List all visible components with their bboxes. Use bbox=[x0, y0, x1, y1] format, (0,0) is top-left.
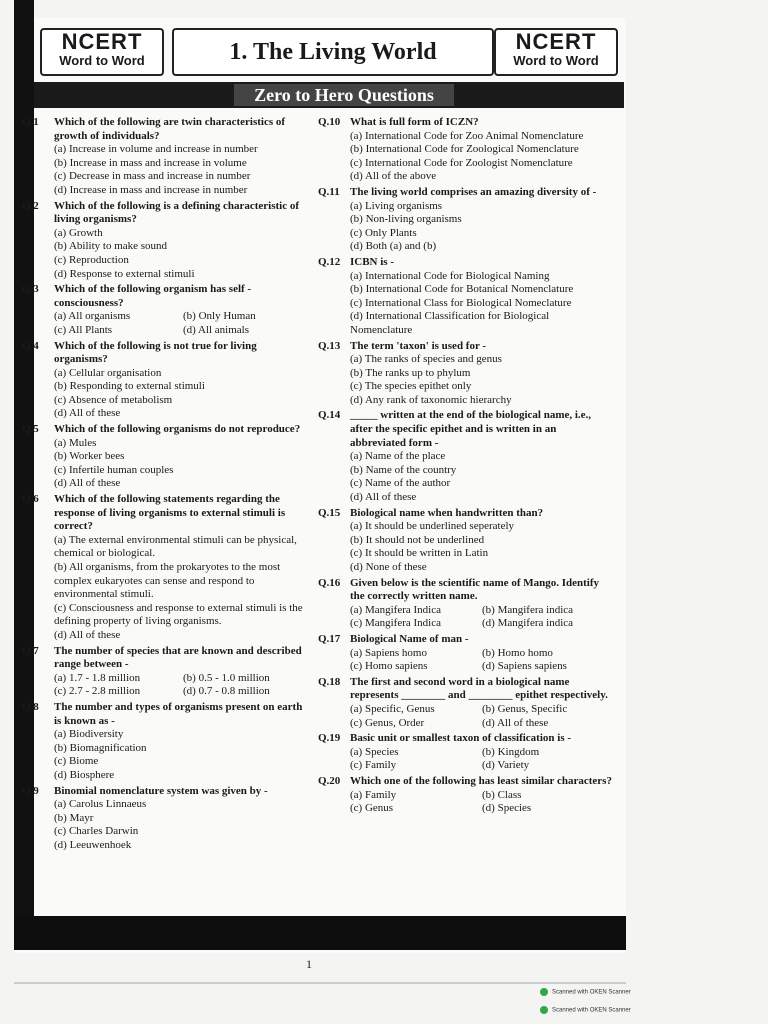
answer-option: (a) Species bbox=[350, 745, 399, 758]
ncert-logo-right bbox=[494, 28, 618, 76]
answer-option: (b) Mayr bbox=[54, 811, 94, 824]
answer-option: (a) Specific, Genus bbox=[350, 702, 435, 715]
answer-option: (b) Responding to external stimuli bbox=[54, 380, 205, 393]
logo-word-to-word-text: Word to Word bbox=[513, 53, 599, 68]
question-body bbox=[350, 633, 614, 674]
answer-option: (a) International Code for Biological Naming bbox=[350, 269, 550, 282]
answer-option: (b) Increase in mass and increase in volume bbox=[54, 156, 247, 169]
answer-option: (a) Mangifera Indica bbox=[350, 603, 442, 616]
answer-option: (d) International Classification for Biological Nomenclature bbox=[350, 310, 550, 336]
answer-option-row bbox=[350, 604, 614, 618]
answer-option: (c) Biome bbox=[54, 755, 99, 768]
question-body bbox=[54, 785, 312, 853]
question-body bbox=[350, 116, 614, 184]
left-question-column bbox=[22, 116, 312, 854]
answer-option: (a) All organisms bbox=[54, 310, 131, 323]
question-body bbox=[350, 676, 614, 730]
answer-option: (b) Genus, Specific bbox=[482, 702, 568, 715]
logo-word-to-word-text: Word to Word bbox=[59, 53, 145, 68]
question-number: Q.11 bbox=[318, 185, 340, 198]
ncert-logo-left bbox=[40, 28, 164, 76]
answer-option: (a) Sapiens homo bbox=[350, 646, 427, 659]
question-item bbox=[318, 340, 614, 408]
answer-option: (b) All organisms, from the prokaryotes to the most complex eukaryotes can sense and respond to environmental stimuli. bbox=[54, 561, 281, 601]
answer-option: (b) Ability to make sound bbox=[54, 240, 168, 253]
question-body bbox=[350, 409, 614, 504]
question-item bbox=[318, 409, 614, 504]
answer-option: (d) Increase in mass and increase in number bbox=[54, 183, 248, 196]
answer-option: (a) Biodiversity bbox=[54, 728, 124, 741]
right-question-column bbox=[318, 116, 614, 818]
answer-option: (d) Biosphere bbox=[54, 768, 115, 781]
question-body bbox=[350, 732, 614, 773]
question-item bbox=[22, 116, 312, 198]
answer-option: (a) International Code for Zoo Animal Nomenclature bbox=[350, 129, 584, 142]
question-body bbox=[350, 577, 614, 631]
answer-option: (c) Homo sapiens bbox=[350, 660, 428, 673]
question-number: Q.16 bbox=[318, 576, 341, 589]
answer-option: (a) The external environmental stimuli can be physical, chemical or biological. bbox=[54, 533, 297, 560]
question-body bbox=[54, 701, 312, 783]
scanner-note-text: Scanned with OKEN Scanner bbox=[552, 1007, 631, 1014]
answer-option: (d) All of the above bbox=[350, 170, 437, 183]
logo-ncert-text: NCERT bbox=[515, 29, 597, 54]
question-text: Which of the following organism has self - consciousness? bbox=[54, 283, 252, 309]
question-text: What is full form of ICZN? bbox=[350, 116, 479, 128]
question-number: Q.1 bbox=[22, 116, 39, 128]
answer-option-row bbox=[54, 685, 312, 699]
answer-option: (c) All Plants bbox=[54, 323, 113, 336]
question-number: Q.3 bbox=[22, 283, 39, 296]
scanner-note-text: Scanned with OKEN Scanner bbox=[552, 989, 631, 996]
question-text: The living world comprises an amazing diversity of - bbox=[350, 185, 597, 198]
answer-option: (d) All of these bbox=[482, 716, 549, 729]
question-item bbox=[318, 633, 614, 674]
scanner-logo-icon bbox=[540, 988, 548, 996]
footer-bar bbox=[14, 916, 626, 950]
answer-option: (b) Name of the country bbox=[350, 463, 457, 476]
answer-option: (b) 0.5 - 1.0 million bbox=[183, 671, 270, 684]
question-item bbox=[318, 116, 614, 184]
answer-option-row bbox=[350, 717, 614, 731]
question-number: Q.20 bbox=[318, 774, 341, 787]
question-number: Q.8 bbox=[22, 700, 39, 713]
question-item bbox=[22, 785, 312, 853]
answer-option: (b) It should not be underlined bbox=[350, 533, 485, 546]
question-body bbox=[54, 340, 312, 422]
answer-option-row bbox=[350, 746, 614, 760]
answer-option: (c) Mangifera Indica bbox=[350, 617, 442, 630]
question-body bbox=[350, 256, 614, 338]
question-item bbox=[318, 186, 614, 254]
question-body bbox=[54, 423, 312, 491]
answer-option-row bbox=[350, 789, 614, 803]
answer-option: (d) Mangifera indica bbox=[482, 617, 574, 630]
question-body bbox=[54, 200, 312, 282]
question-number: Q.10 bbox=[318, 116, 341, 128]
question-item bbox=[318, 256, 614, 338]
question-item bbox=[22, 493, 312, 643]
page-number: 1 bbox=[306, 957, 312, 971]
scanner-logo-icon bbox=[540, 1006, 548, 1014]
answer-option: (c) International Code for Zoologist Nomenclature bbox=[350, 156, 573, 169]
question-number: Q.7 bbox=[22, 644, 39, 657]
answer-option-row bbox=[350, 617, 614, 631]
answer-option: (b) The ranks up to phylum bbox=[350, 366, 471, 379]
question-body bbox=[350, 340, 614, 408]
answer-option: (c) Name of the author bbox=[350, 477, 451, 490]
question-number: Q.13 bbox=[318, 339, 341, 352]
question-number: Q.19 bbox=[318, 732, 341, 745]
answer-option: (b) Class bbox=[482, 788, 522, 801]
answer-option: (d) Leeuwenhoek bbox=[54, 838, 132, 851]
question-body bbox=[350, 775, 614, 816]
answer-option: (c) Only Plants bbox=[350, 226, 417, 239]
answer-option: (a) Increase in volume and increase in number bbox=[54, 143, 258, 156]
answer-option: (d) Any rank of taxonomic hierarchy bbox=[350, 393, 512, 406]
answer-option-row bbox=[350, 703, 614, 717]
scanner-watermark bbox=[540, 988, 631, 996]
question-body bbox=[350, 507, 614, 575]
question-text: Basic unit or smallest taxon of classification is - bbox=[350, 732, 572, 745]
question-item bbox=[318, 775, 614, 816]
answer-option: (c) Reproduction bbox=[54, 253, 129, 266]
question-number: Q.6 bbox=[22, 493, 39, 506]
answer-option: (b) Mangifera indica bbox=[482, 603, 574, 616]
answer-option: (c) Charles Darwin bbox=[54, 825, 139, 838]
answer-option: (a) Living organisms bbox=[350, 199, 443, 212]
question-text: Biological Name of man - bbox=[350, 632, 469, 645]
answer-option-row bbox=[54, 324, 312, 338]
question-item bbox=[318, 732, 614, 773]
question-text: Binomial nomenclature system was given by - bbox=[54, 784, 268, 797]
scanner-watermark bbox=[540, 1006, 631, 1014]
section-title: Zero to Hero Questions bbox=[234, 84, 454, 106]
answer-option-row bbox=[54, 310, 312, 324]
answer-option: (a) It should be underlined seperately bbox=[350, 520, 515, 533]
answer-option: (a) Family bbox=[350, 788, 397, 801]
question-number: Q.4 bbox=[22, 339, 39, 352]
question-text: The number of species that are known and described range between - bbox=[54, 644, 302, 671]
answer-option: (c) Absence of metabolism bbox=[54, 393, 173, 406]
answer-option: (a) The ranks of species and genus bbox=[350, 353, 502, 366]
section-banner bbox=[34, 82, 624, 108]
answer-option: (d) Variety bbox=[482, 759, 530, 772]
question-number: Q.15 bbox=[318, 506, 341, 519]
question-text: Biological name when handwritten than? bbox=[350, 506, 544, 519]
question-text: Which of the following is a defining characteristic of living organisms? bbox=[54, 199, 300, 226]
answer-option: (a) Carolus Linnaeus bbox=[54, 798, 147, 811]
question-text: The first and second word in a biological name represents ________ and ________ epithet respectively. bbox=[350, 675, 608, 702]
answer-option: (d) Sapiens sapiens bbox=[482, 660, 567, 673]
answer-option: (a) Name of the place bbox=[350, 450, 446, 463]
page-header bbox=[34, 24, 624, 80]
question-text: ICBN is - bbox=[350, 255, 395, 268]
answer-option: (d) 0.7 - 0.8 million bbox=[183, 685, 270, 698]
answer-option: (d) Response to external stimuli bbox=[54, 267, 195, 280]
answer-option: (a) Cellular organisation bbox=[54, 366, 162, 379]
answer-option: (c) Infertile human couples bbox=[54, 463, 174, 476]
question-body bbox=[54, 645, 312, 699]
answer-option: (d) Both (a) and (b) bbox=[350, 240, 437, 253]
question-number: Q.14 bbox=[318, 409, 341, 422]
answer-option-row bbox=[54, 672, 312, 686]
question-item bbox=[22, 340, 312, 422]
question-body bbox=[54, 116, 312, 198]
question-item bbox=[22, 283, 312, 337]
answer-option-row bbox=[350, 802, 614, 816]
answer-option: (d) All animals bbox=[183, 323, 249, 336]
answer-option: (d) All of these bbox=[54, 407, 121, 420]
answer-option: (d) None of these bbox=[350, 561, 427, 573]
answer-option: (b) Worker bees bbox=[54, 450, 125, 463]
question-text: The term 'taxon' is used for - bbox=[350, 339, 487, 352]
answer-option: (c) Decrease in mass and increase in number bbox=[54, 170, 251, 183]
question-number: Q.12 bbox=[318, 255, 341, 268]
question-item bbox=[22, 701, 312, 783]
question-number: Q.5 bbox=[22, 423, 39, 436]
question-text: Given below is the scientific name of Mango. Identify the correctly written name. bbox=[350, 576, 600, 603]
bottom-divider bbox=[14, 982, 626, 984]
question-text: Which of the following are twin characteristics of growth of individuals? bbox=[54, 116, 286, 142]
question-item bbox=[318, 507, 614, 575]
question-text: Which one of the following has least similar characters? bbox=[350, 774, 612, 787]
answer-option: (c) It should be written in Latin bbox=[350, 547, 489, 560]
answer-option-row bbox=[350, 660, 614, 674]
answer-option: (a) Mules bbox=[54, 436, 97, 449]
answer-option: (c) 2.7 - 2.8 million bbox=[54, 685, 141, 698]
answer-option: (b) Biomagnification bbox=[54, 741, 147, 754]
answer-option: (a) Growth bbox=[54, 226, 103, 239]
question-text: Which of the following organisms do not reproduce? bbox=[54, 423, 301, 436]
answer-option: (b) Only Human bbox=[183, 310, 256, 323]
question-text: Which of the following statements regarding the response of living organisms to external stimuli is correct? bbox=[54, 493, 286, 533]
answer-option: (c) Genus, Order bbox=[350, 716, 425, 729]
answer-option: (b) International Code for Zoological Nomenclature bbox=[350, 143, 579, 156]
question-number: Q.17 bbox=[318, 632, 341, 645]
answer-option: (a) 1.7 - 1.8 million bbox=[54, 671, 141, 684]
question-item bbox=[22, 423, 312, 491]
question-text: The number and types of organisms present on earth is known as - bbox=[54, 700, 303, 727]
question-text: _____ written at the end of the biological name, i.e., after the specific epithet and is written in an abbreviated form - bbox=[350, 409, 592, 449]
question-item bbox=[22, 645, 312, 699]
question-body bbox=[350, 186, 614, 254]
logo-ncert-text: NCERT bbox=[61, 29, 143, 54]
answer-option: (d) All of these bbox=[350, 491, 417, 504]
answer-option: (b) International Code for Botanical Nomenclature bbox=[350, 283, 574, 296]
answer-option: (d) All of these bbox=[54, 477, 121, 490]
answer-option: (c) Genus bbox=[350, 802, 394, 815]
question-number: Q.18 bbox=[318, 675, 341, 688]
answer-option: (c) Family bbox=[350, 759, 397, 772]
question-body bbox=[54, 283, 312, 337]
question-number: Q.9 bbox=[22, 784, 39, 797]
answer-option: (d) All of these bbox=[54, 628, 121, 641]
answer-option: (c) Consciousness and response to external stimuli is the defining property of living organisms. bbox=[54, 601, 303, 628]
answer-option: (d) Species bbox=[482, 802, 532, 815]
question-item bbox=[22, 200, 312, 282]
chapter-title: 1. The Living World bbox=[172, 28, 494, 76]
answer-option: (c) The species epithet only bbox=[350, 380, 472, 393]
answer-option: (c) International Class for Biological Nomeclature bbox=[350, 296, 572, 309]
question-item bbox=[318, 676, 614, 730]
answer-option: (b) Homo homo bbox=[482, 646, 553, 659]
question-item bbox=[318, 577, 614, 631]
answer-option-row bbox=[350, 759, 614, 773]
answer-option: (b) Non-living organisms bbox=[350, 213, 462, 226]
answer-option-row bbox=[350, 647, 614, 661]
question-number: Q.2 bbox=[22, 199, 39, 212]
answer-option: (b) Kingdom bbox=[482, 745, 540, 758]
question-body bbox=[54, 493, 312, 643]
question-text: Which of the following is not true for living organisms? bbox=[54, 339, 257, 366]
